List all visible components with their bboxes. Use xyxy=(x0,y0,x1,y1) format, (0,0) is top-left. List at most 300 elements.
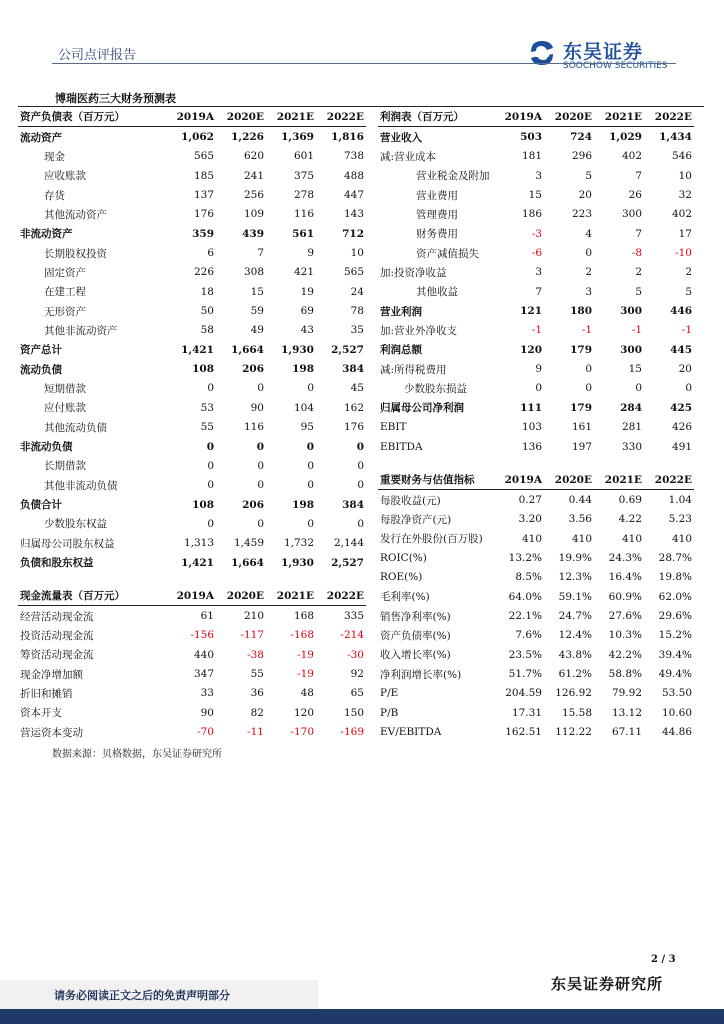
value-cell: -169 xyxy=(340,726,364,739)
value-cell: 186 xyxy=(521,208,542,221)
table-row xyxy=(378,510,694,529)
value-cell: 6 xyxy=(207,247,214,260)
value-cell: 12.3% xyxy=(558,571,592,584)
row-label: 销售净利率(%) xyxy=(380,610,451,623)
value-cell: 3 xyxy=(585,285,592,298)
value-cell: 284 xyxy=(620,401,642,414)
year-header-cell: 2019A xyxy=(166,586,216,606)
value-cell: 0 xyxy=(257,382,264,395)
row-label: 长期股权投资 xyxy=(44,247,107,260)
income-statement-table xyxy=(378,107,694,456)
row-label: 长期借款 xyxy=(44,460,86,473)
value-cell: 10.60 xyxy=(661,706,692,719)
value-cell: 50 xyxy=(200,305,214,318)
table-row xyxy=(378,703,694,722)
value-cell: 738 xyxy=(343,150,364,163)
row-label: 资产负债率(%) xyxy=(380,629,451,642)
value-cell: 2 xyxy=(685,266,692,279)
value-cell: 1,816 xyxy=(331,131,364,144)
year-header-cell: 2021E xyxy=(266,107,316,127)
value-cell: 121 xyxy=(520,305,542,318)
value-cell: 447 xyxy=(343,189,364,202)
value-cell: 0 xyxy=(356,440,364,453)
value-cell: 426 xyxy=(671,421,692,434)
value-cell: 33 xyxy=(200,687,214,700)
value-cell: 204.59 xyxy=(505,687,542,700)
value-cell: 44.86 xyxy=(661,726,692,739)
row-label: ROIC(%) xyxy=(380,552,427,565)
value-cell: 0 xyxy=(207,517,214,530)
row-label: 筹资活动现金流 xyxy=(20,649,94,662)
value-cell: 439 xyxy=(242,227,264,240)
value-cell: 23.5% xyxy=(508,648,542,661)
value-cell: 1,930 xyxy=(281,556,314,569)
value-cell: 488 xyxy=(343,169,364,182)
value-cell: 206 xyxy=(242,363,264,376)
value-cell: 22.1% xyxy=(508,610,542,623)
value-cell: 108 xyxy=(192,498,214,511)
row-label: 短期借款 xyxy=(44,382,86,395)
year-header-cell: 2021E xyxy=(594,470,644,490)
row-label: 固定资产 xyxy=(44,266,86,279)
table-row xyxy=(18,456,366,475)
value-cell: 410 xyxy=(621,532,642,545)
value-cell: 1,732 xyxy=(283,537,314,550)
value-cell: 65 xyxy=(350,687,364,700)
value-cell: 10 xyxy=(678,169,692,182)
table-row xyxy=(378,166,694,185)
data-source-note: 数据来源：贝格数据，东吴证券研究所 xyxy=(52,749,222,760)
table-row xyxy=(18,205,366,224)
year-header-cell: 2022E xyxy=(644,107,694,127)
value-cell: 256 xyxy=(243,189,264,202)
value-cell: 35 xyxy=(350,324,364,337)
row-label: 流动负债 xyxy=(20,363,62,376)
year-header-cell: 2021E xyxy=(594,107,644,127)
value-cell: 1,664 xyxy=(231,556,264,569)
value-cell: 95 xyxy=(300,421,314,434)
company-logo xyxy=(527,38,687,72)
table-title-cell: 现金流量表（百万元） xyxy=(18,586,166,606)
value-cell: 1,313 xyxy=(183,537,214,550)
value-cell: -3 xyxy=(531,227,542,240)
value-cell: 0 xyxy=(585,363,592,376)
value-cell: 17.31 xyxy=(511,706,542,719)
value-cell: 503 xyxy=(520,131,542,144)
value-cell: 410 xyxy=(521,532,542,545)
table-title-cell: 资产负债表（百万元） xyxy=(18,107,166,127)
value-cell: 43 xyxy=(300,324,314,337)
value-cell: 45 xyxy=(350,382,364,395)
row-label: 其他流动资产 xyxy=(44,208,107,221)
value-cell: 15 xyxy=(250,285,264,298)
value-cell: 0 xyxy=(585,382,592,395)
value-cell: 384 xyxy=(342,363,364,376)
value-cell: 59 xyxy=(250,305,264,318)
value-cell: 179 xyxy=(570,401,592,414)
value-cell: 176 xyxy=(343,421,364,434)
value-cell: 0 xyxy=(307,479,314,492)
table-row xyxy=(18,645,366,664)
row-label: EV/EBITDA xyxy=(380,726,442,739)
row-label: 负债合计 xyxy=(20,499,62,512)
value-cell: -1 xyxy=(681,324,692,337)
value-cell: 3.20 xyxy=(518,513,542,526)
value-cell: 0 xyxy=(257,479,264,492)
value-cell: 445 xyxy=(670,343,692,356)
table-row xyxy=(18,147,366,166)
table-row xyxy=(378,684,694,703)
year-header-cell: 2019A xyxy=(494,107,544,127)
row-label: 加:投资净收益 xyxy=(380,266,447,279)
table-row xyxy=(18,340,366,359)
year-header-cell: 2020E xyxy=(544,107,594,127)
row-label: EBIT xyxy=(380,421,407,434)
value-cell: -6 xyxy=(531,247,542,260)
value-cell: 59.1% xyxy=(558,590,592,603)
value-cell: 43.8% xyxy=(558,648,592,661)
value-cell: 198 xyxy=(292,498,314,511)
value-cell: 51.7% xyxy=(508,668,542,681)
table-row xyxy=(378,147,694,166)
table-row xyxy=(378,722,694,741)
value-cell: -38 xyxy=(247,648,264,661)
value-cell: 2,144 xyxy=(333,537,364,550)
value-cell: 197 xyxy=(571,440,592,453)
value-cell: 347 xyxy=(193,668,214,681)
value-cell: 143 xyxy=(343,208,364,221)
value-cell: 53 xyxy=(200,401,214,414)
row-label: 在建工程 xyxy=(44,286,86,299)
value-cell: 181 xyxy=(521,150,542,163)
value-cell: 136 xyxy=(521,440,542,453)
value-cell: 241 xyxy=(243,169,264,182)
footer-institute-name: 东吴证券研究所 xyxy=(551,975,664,993)
value-cell: 116 xyxy=(293,208,314,221)
row-label: 归属母公司净利润 xyxy=(380,402,464,415)
value-cell: 104 xyxy=(293,401,314,414)
value-cell: 42.2% xyxy=(608,648,642,661)
value-cell: 61.2% xyxy=(558,668,592,681)
table-header-row xyxy=(378,470,694,490)
value-cell: 5.23 xyxy=(668,513,692,526)
value-cell: 0 xyxy=(357,479,364,492)
value-cell: 1,421 xyxy=(181,556,214,569)
table-row xyxy=(378,664,694,683)
value-cell: 26 xyxy=(628,189,642,202)
value-cell: 137 xyxy=(193,189,214,202)
value-cell: 7.6% xyxy=(515,629,542,642)
value-cell: 1,434 xyxy=(659,131,692,144)
row-label: 少数股东权益 xyxy=(44,518,107,531)
value-cell: -1 xyxy=(581,324,592,337)
value-cell: -156 xyxy=(190,629,214,642)
row-label: 无形资产 xyxy=(44,305,86,318)
header-divider xyxy=(52,63,676,64)
value-cell: 0 xyxy=(635,382,642,395)
value-cell: 36 xyxy=(250,687,264,700)
table-row xyxy=(18,243,366,262)
value-cell: 109 xyxy=(243,208,264,221)
row-label: 营业利润 xyxy=(380,305,422,318)
row-label: 其他非流动资产 xyxy=(44,324,118,337)
table-row xyxy=(378,587,694,606)
value-cell: 19.9% xyxy=(558,552,592,565)
table-row xyxy=(18,224,366,243)
row-label: 净利润增长率(%) xyxy=(380,668,462,681)
value-cell: 13.2% xyxy=(508,552,542,565)
table-row xyxy=(18,684,366,703)
table-row xyxy=(18,606,366,626)
row-label: 营业税金及附加 xyxy=(416,170,490,183)
value-cell: 421 xyxy=(293,266,314,279)
value-cell: 12.4% xyxy=(558,629,592,642)
table-row xyxy=(378,548,694,567)
value-cell: 168 xyxy=(293,610,314,623)
value-cell: 446 xyxy=(670,305,692,318)
value-cell: 62.0% xyxy=(658,590,692,603)
row-label: 资产总计 xyxy=(20,344,62,357)
value-cell: 300 xyxy=(621,208,642,221)
value-cell: 0 xyxy=(307,517,314,530)
value-cell: 0 xyxy=(207,479,214,492)
value-cell: 78 xyxy=(350,305,364,318)
row-label: 经营活动现金流 xyxy=(20,610,94,623)
balance-sheet-table xyxy=(18,107,366,572)
value-cell: -30 xyxy=(347,648,364,661)
value-cell: 359 xyxy=(192,227,214,240)
value-cell: 1,459 xyxy=(233,537,264,550)
value-cell: 79.92 xyxy=(611,687,642,700)
value-cell: 19.8% xyxy=(658,571,692,584)
table-row xyxy=(18,534,366,553)
value-cell: 712 xyxy=(342,227,364,240)
value-cell: -170 xyxy=(290,726,314,739)
table-header-row xyxy=(378,107,694,127)
value-cell: 9 xyxy=(535,363,542,376)
value-cell: 0 xyxy=(207,382,214,395)
year-header-cell: 2020E xyxy=(216,586,266,606)
row-label: 减:营业成本 xyxy=(380,150,437,163)
value-cell: 440 xyxy=(193,648,214,661)
logo-english-name: SOOCHOW SECURITIES xyxy=(563,61,668,71)
year-header-cell: 2021E xyxy=(266,586,316,606)
value-cell: 161 xyxy=(571,421,592,434)
value-cell: 226 xyxy=(193,266,214,279)
table-row xyxy=(18,379,366,398)
value-cell: 179 xyxy=(570,343,592,356)
footer-bar xyxy=(0,1009,724,1024)
value-cell: 0 xyxy=(535,382,542,395)
value-cell: 16.4% xyxy=(608,571,642,584)
value-cell: 7 xyxy=(535,285,542,298)
value-cell: 281 xyxy=(621,421,642,434)
table-row xyxy=(378,263,694,282)
value-cell: 15.58 xyxy=(561,706,592,719)
row-label: 管理费用 xyxy=(416,208,458,221)
value-cell: 0.44 xyxy=(568,494,592,507)
year-header-cell: 2022E xyxy=(316,586,366,606)
value-cell: 15.2% xyxy=(658,629,692,642)
value-cell: 206 xyxy=(242,498,264,511)
value-cell: 39.4% xyxy=(658,648,692,661)
row-label: 营业费用 xyxy=(416,189,458,202)
row-label: 其他流动负债 xyxy=(44,421,107,434)
value-cell: 2,527 xyxy=(331,343,364,356)
table-row xyxy=(378,437,694,456)
table-row xyxy=(18,514,366,533)
value-cell: 330 xyxy=(621,440,642,453)
value-cell: 10.3% xyxy=(608,629,642,642)
value-cell: 0 xyxy=(206,440,214,453)
table-row xyxy=(18,282,366,301)
value-cell: 18 xyxy=(200,285,214,298)
value-cell: 64.0% xyxy=(508,590,542,603)
report-title: 博瑞医药三大财务预测表 xyxy=(55,92,176,105)
value-cell: 0 xyxy=(585,247,592,260)
value-cell: 49.4% xyxy=(658,668,692,681)
value-cell: 126.92 xyxy=(555,687,592,700)
table-title-cell: 利润表（百万元） xyxy=(378,107,494,127)
value-cell: 546 xyxy=(671,150,692,163)
value-cell: 410 xyxy=(671,532,692,545)
value-cell: 10 xyxy=(350,247,364,260)
value-cell: 3 xyxy=(535,266,542,279)
row-label: 负债和股东权益 xyxy=(20,557,94,570)
value-cell: -1 xyxy=(631,324,642,337)
value-cell: -8 xyxy=(631,247,642,260)
table-row xyxy=(18,495,366,514)
value-cell: 300 xyxy=(620,343,642,356)
value-cell: 150 xyxy=(343,706,364,719)
year-header-cell: 2022E xyxy=(316,107,366,127)
value-cell: 2,527 xyxy=(331,556,364,569)
table-row xyxy=(378,626,694,645)
value-cell: 92 xyxy=(350,668,364,681)
table-row xyxy=(18,301,366,320)
value-cell: 5 xyxy=(685,285,692,298)
value-cell: 49 xyxy=(250,324,264,337)
value-cell: 116 xyxy=(243,421,264,434)
value-cell: 5 xyxy=(585,169,592,182)
value-cell: 60.9% xyxy=(608,590,642,603)
logo-mark-text: SCS xyxy=(534,51,550,59)
table-row xyxy=(18,321,366,340)
table-title-cell: 重要财务与估值指标 xyxy=(378,470,494,490)
value-cell: 0 xyxy=(207,459,214,472)
value-cell: 491 xyxy=(671,440,692,453)
value-cell: 296 xyxy=(571,150,592,163)
value-cell: 0.69 xyxy=(618,494,642,507)
value-cell: 8.5% xyxy=(515,571,542,584)
table-row xyxy=(378,282,694,301)
row-label: 营业收入 xyxy=(380,131,422,144)
value-cell: 565 xyxy=(193,150,214,163)
row-label: 减:所得税费用 xyxy=(380,363,447,376)
value-cell: 402 xyxy=(621,150,642,163)
value-cell: 7 xyxy=(635,169,642,182)
value-cell: 1.04 xyxy=(668,494,692,507)
table-header-row xyxy=(18,586,366,606)
year-header-cell: 2020E xyxy=(544,470,594,490)
value-cell: 13.12 xyxy=(611,706,642,719)
value-cell: 27.6% xyxy=(608,610,642,623)
row-label: EBITDA xyxy=(380,440,423,453)
value-cell: 210 xyxy=(243,610,264,623)
table-row xyxy=(18,553,366,572)
value-cell: 20 xyxy=(678,363,692,376)
table-row xyxy=(18,359,366,378)
value-cell: 55 xyxy=(200,421,214,434)
year-header-cell: 2019A xyxy=(166,107,216,127)
value-cell: 48 xyxy=(300,687,314,700)
value-cell: 410 xyxy=(571,532,592,545)
value-cell: 620 xyxy=(243,150,264,163)
value-cell: 7 xyxy=(635,227,642,240)
row-label: 存货 xyxy=(44,189,65,202)
value-cell: 0 xyxy=(357,459,364,472)
value-cell: 402 xyxy=(671,208,692,221)
table-row xyxy=(378,340,694,359)
value-cell: 0 xyxy=(256,440,264,453)
value-cell: 24 xyxy=(350,285,364,298)
value-cell: 0 xyxy=(257,459,264,472)
value-cell: 9 xyxy=(307,247,314,260)
table-row xyxy=(18,722,366,741)
table-row xyxy=(378,359,694,378)
value-cell: -214 xyxy=(340,629,364,642)
value-cell: -19 xyxy=(297,648,314,661)
row-label: 财务费用 xyxy=(416,228,458,241)
row-label: 资产减值损失 xyxy=(416,247,479,260)
row-label: 每股收益(元) xyxy=(380,494,441,507)
value-cell: 53.50 xyxy=(661,687,692,700)
value-cell: 17 xyxy=(678,227,692,240)
value-cell: 58 xyxy=(200,324,214,337)
value-cell: 111 xyxy=(520,401,542,414)
value-cell: 1,226 xyxy=(231,131,264,144)
value-cell: -1 xyxy=(531,324,542,337)
value-cell: 32 xyxy=(678,189,692,202)
row-label: ROE(%) xyxy=(380,571,423,584)
table-row xyxy=(18,127,366,147)
key-metrics-table xyxy=(378,470,694,742)
table-row xyxy=(18,263,366,282)
table-row xyxy=(378,321,694,340)
row-label: 其他非流动负债 xyxy=(44,479,118,492)
value-cell: 1,369 xyxy=(281,131,314,144)
value-cell: 4.22 xyxy=(618,513,642,526)
value-cell: 24.3% xyxy=(608,552,642,565)
row-label: 非流动资产 xyxy=(20,228,73,241)
value-cell: 15 xyxy=(628,363,642,376)
table-row xyxy=(378,379,694,398)
table-row xyxy=(378,645,694,664)
table-row xyxy=(378,529,694,548)
value-cell: 120 xyxy=(520,343,542,356)
table-row xyxy=(378,127,694,147)
value-cell: 20 xyxy=(578,189,592,202)
value-cell: 82 xyxy=(250,706,264,719)
row-label: 每股净资产(元) xyxy=(380,513,452,526)
value-cell: 67.11 xyxy=(611,726,642,739)
value-cell: 120 xyxy=(293,706,314,719)
value-cell: 1,029 xyxy=(609,131,642,144)
table-row xyxy=(18,476,366,495)
value-cell: 384 xyxy=(342,498,364,511)
value-cell: 90 xyxy=(250,401,264,414)
value-cell: 28.7% xyxy=(658,552,692,565)
